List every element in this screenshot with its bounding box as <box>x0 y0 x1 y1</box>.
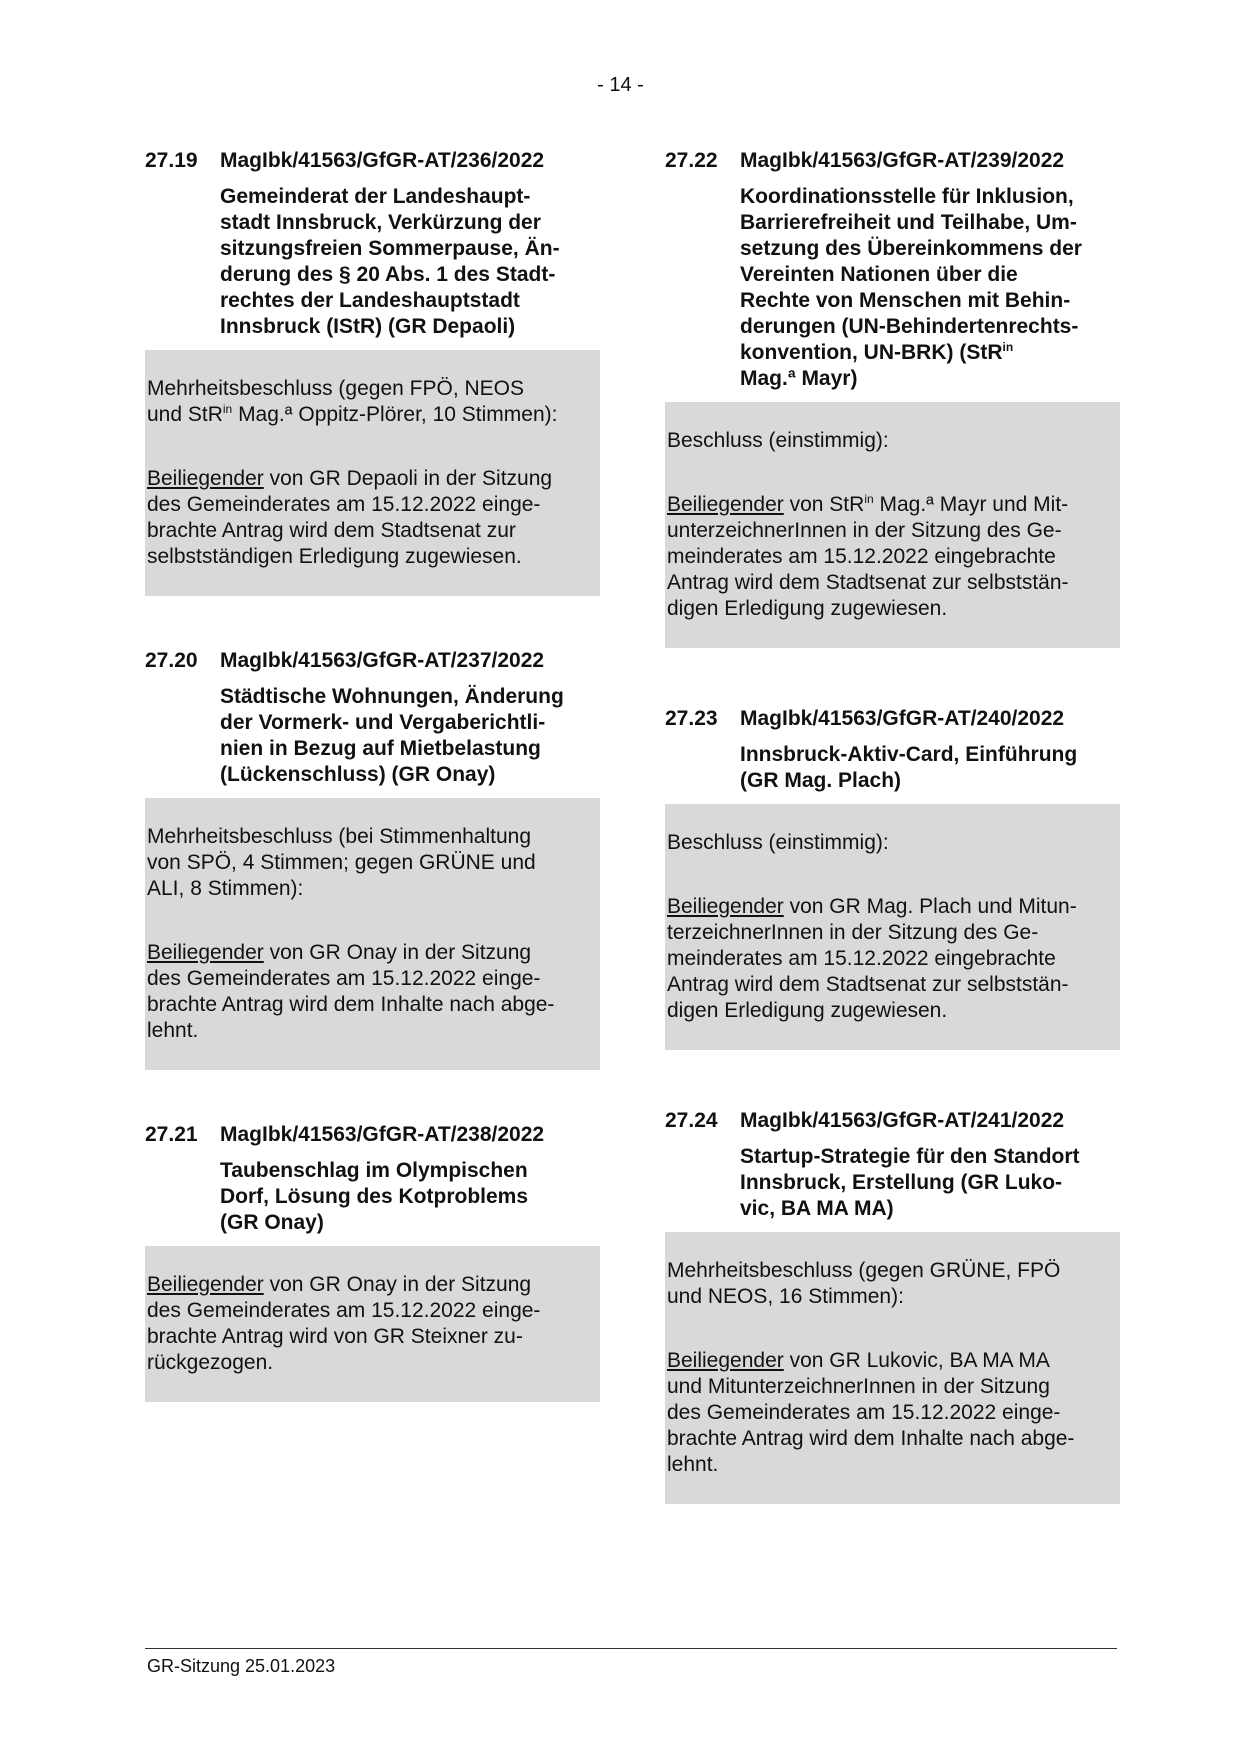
agenda-item-27-19 <box>145 148 600 596</box>
item-header <box>665 1108 1120 1134</box>
item-reference: MagIbk/41563/GfGR-AT/237/2022 <box>220 649 545 672</box>
item-title: Taubenschlag im Olympischen Dorf, Lösung des Kotproblems (GR Onay) <box>220 1159 529 1234</box>
agenda-item-27-23 <box>665 706 1120 1050</box>
agenda-item-27-24 <box>665 1108 1120 1504</box>
decision-body: Beiliegender von GR Onay in der Sitzung des Gemeinderates am 15.12.2022 einge- brachte Antrag wird dem Inhalte nach abge- lehnt. <box>147 941 555 1042</box>
footer-text: GR-Sitzung 25.01.2023 <box>147 1656 336 1676</box>
decision-body: Beiliegender von StR$^{in}$ Mag.ª Mayr und Mit- unterzeichnerInnen in der Sitzung des Ge- meinderates am 15.12.2022 eingebrachte Antrag wird dem Stadtsenat zur selbststän- digen Erledigung zugewiesen. <box>667 492 1069 620</box>
decision-body: Beiliegender von GR Lukovic, BA MA MA und MitunterzeichnerInnen in der Sitzung des Gemeinderates am 15.12.2022 einge- brachte Antrag wird dem Inhalte nach abge- lehnt. <box>667 1349 1075 1476</box>
left-column <box>145 148 600 1402</box>
item-title: Innsbruck-Aktiv-Card, Einführung (GR Mag. Plach) <box>740 743 1078 792</box>
decision-block <box>145 350 600 596</box>
body-lead: Beiliegender <box>667 493 784 516</box>
decision-text: Mehrheitsbeschluss (gegen GRÜNE, FPÖ und NEOS, 16 Stimmen): <box>667 1259 1061 1308</box>
item-number: 27.23 <box>665 707 718 730</box>
agenda-item-27-21 <box>145 1122 600 1402</box>
item-title: Startup-Strategie für den Standort Innsbruck, Erstellung (GR Luko- vic, BA MA MA) <box>740 1145 1080 1220</box>
decision-block <box>665 402 1120 648</box>
item-reference: MagIbk/41563/GfGR-AT/241/2022 <box>740 1109 1065 1132</box>
item-title: Gemeinderat der Landeshaupt- stadt Innsbruck, Verkürzung der sitzungsfreien Sommerpause, Än- derung des § 20 Abs. 1 des Stadt- rechtes der Landeshauptstadt Innsbruck (IStR) (GR Depaoli) <box>220 185 560 338</box>
item-header <box>665 706 1120 732</box>
decision-text: Beschluss (einstimmig): <box>667 429 889 452</box>
footer-divider <box>145 1648 1117 1649</box>
item-header <box>145 148 600 174</box>
item-number: 27.19 <box>145 149 198 172</box>
decision-body: Beiliegender von GR Mag. Plach und Mitun- terzeichnerInnen in der Sitzung des Ge- meinderates am 15.12.2022 eingebrachte Antrag wird dem Stadtsenat zur selbststän- digen Erledigung zugewiesen. <box>667 895 1077 1022</box>
body-lead: Beiliegender <box>147 1273 264 1296</box>
body-lead: Beiliegender <box>667 1349 784 1372</box>
agenda-item-27-22 <box>665 148 1120 648</box>
item-title: Koordinationsstelle für Inklusion, Barrierefreiheit und Teilhabe, Um- setzung des Übereinkommens der Vereinten Nationen über die Rechte von Menschen mit Behin- derungen (UN-Behindertenrechts- konvention, UN-BRK) (StR$^{in}$ Mag.ª Mayr) <box>740 185 1082 390</box>
item-reference: MagIbk/41563/GfGR-AT/238/2022 <box>220 1123 545 1146</box>
item-header <box>145 648 600 674</box>
item-header <box>665 148 1120 174</box>
item-reference: MagIbk/41563/GfGR-AT/236/2022 <box>220 149 545 172</box>
item-number: 27.24 <box>665 1109 718 1132</box>
decision-text: Mehrheitsbeschluss (bei Stimmenhaltung von SPÖ, 4 Stimmen; gegen GRÜNE und ALI, 8 Stimmen): <box>147 825 536 900</box>
item-number: 27.22 <box>665 149 718 172</box>
decision-body: Beiliegender von GR Onay in der Sitzung des Gemeinderates am 15.12.2022 einge- brachte Antrag wird von GR Steixner zu- rückgezogen. <box>147 1273 541 1374</box>
item-reference: MagIbk/41563/GfGR-AT/240/2022 <box>740 707 1065 730</box>
right-column <box>665 148 1120 1504</box>
page-number: - 14 - <box>597 74 644 96</box>
decision-block <box>145 798 600 1070</box>
decision-block <box>665 1232 1120 1504</box>
decision-block <box>665 804 1120 1050</box>
decision-body: Beiliegender von GR Depaoli in der Sitzung des Gemeinderates am 15.12.2022 einge- brachte Antrag wird dem Stadtsenat zur selbstständigen Erledigung zugewiesen. <box>147 467 553 568</box>
body-lead: Beiliegender <box>147 467 264 490</box>
item-number: 27.21 <box>145 1123 198 1146</box>
decision-block <box>145 1246 600 1402</box>
item-reference: MagIbk/41563/GfGR-AT/239/2022 <box>740 149 1065 172</box>
body-lead: Beiliegender <box>667 895 784 918</box>
body-lead: Beiliegender <box>147 941 264 964</box>
item-title: Städtische Wohnungen, Änderung der Vormerk- und Vergaberichtli- nien in Bezug auf Mietbelastung (Lückenschluss) (GR Onay) <box>220 685 564 786</box>
agenda-item-27-20 <box>145 648 600 1070</box>
item-number: 27.20 <box>145 649 198 672</box>
decision-text: Mehrheitsbeschluss (gegen FPÖ, NEOS und StR$^{in}$ Mag.ª Oppitz-Plörer, 10 Stimmen): <box>147 377 558 426</box>
item-header <box>145 1122 600 1148</box>
decision-text: Beschluss (einstimmig): <box>667 831 889 854</box>
